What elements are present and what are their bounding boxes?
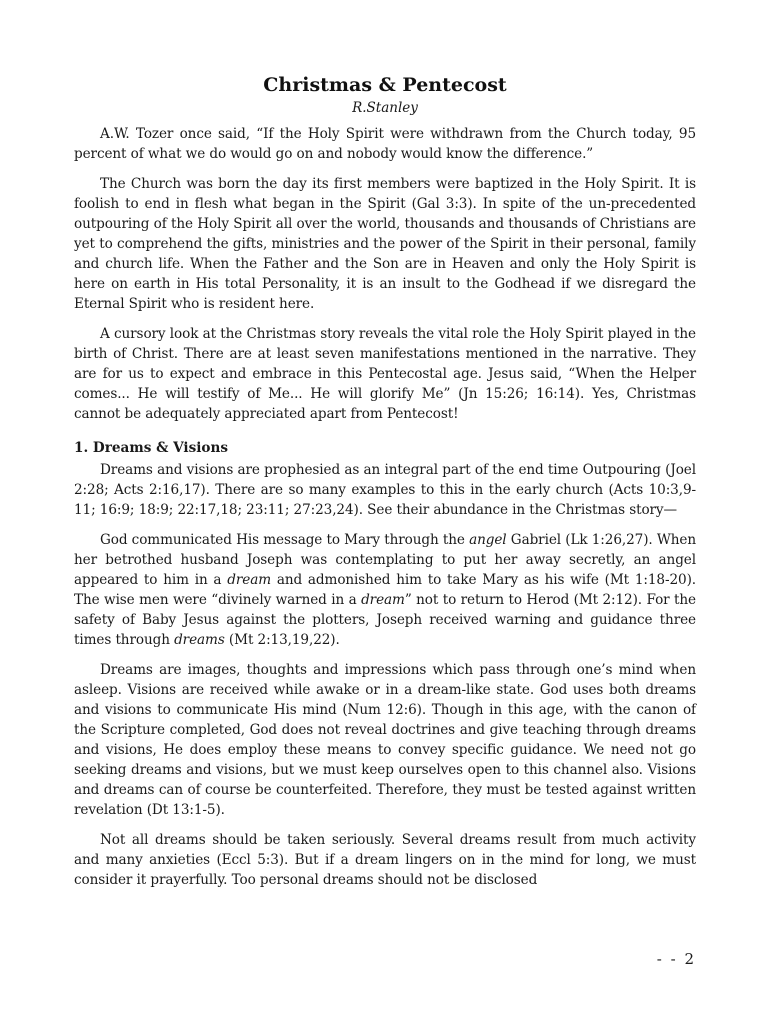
- intro-paragraph-2: The Church was born the day its first members were baptized in the Holy Spirit. It is foolish to end in flesh what began in the Spirit (Gal 3:3). In spite of the un-precedented outpouring of the Holy Spirit all over the world, thousands and thousands of Christians are yet to comprehend the gifts, ministries and the power of the Spirit in their personal, family and church life. When the Father and the Son are in Heaven and only the Holy Spirit is here on earth in His total Personality, it is an insult to the Godhead if we disregard the Eternal Spirit who is resident here.: [74, 176, 696, 312]
- section1-paragraph-4: Not all dreams should be taken seriously. Several dreams result from much activity and many anxieties (Eccl 5:3). But if a dream lingers on in the mind for long, we must consider it prayerfully. Too personal dreams should not be disclosed: [74, 832, 696, 888]
- intro-paragraph-3: A cursory look at the Christmas story reveals the vital role the Holy Spirit played in the birth of Christ. There are at least seven manifestations mentioned in the narrative. They are for us to expect and embrace in this Pentecostal age. Jesus said, “When the Helper comes... He will testify of Me... He will glorify Me” (Jn 15:26; 16:14). Yes, Christmas cannot be adequately appreciated apart from Pentecost!: [74, 326, 696, 422]
- emphasis-dream: dream: [361, 592, 405, 608]
- emphasis-angel: angel: [469, 532, 507, 548]
- intro-paragraph-1: A.W. Tozer once said, “If the Holy Spirit were withdrawn from the Church today, 95 percent of what we do would go on and nobody would know the difference.”: [74, 126, 696, 162]
- section-heading-dreams-visions: 1. Dreams & Visions: [74, 440, 228, 456]
- section1-paragraph-1: Dreams and visions are prophesied as an integral part of the end time Outpouring (Joel 2:28; Acts 2:16,17). There are so many examples to this in the early church (Acts 10:3,9-11; 16:9; 18:9; 22:17,18; 23:11; 27:23,24). See their abundance in the Christmas story—: [74, 462, 696, 518]
- section1-paragraph-2: [74, 530, 696, 650]
- text-run: Gabriel (Lk 1:26,27). When her betrothed husband Joseph was contemplating to put her away secretly, an angel appeared to him in a: [74, 532, 696, 588]
- page-title: Christmas & Pentecost: [263, 74, 507, 96]
- emphasis-dreams: dreams: [174, 632, 225, 648]
- page-number: - - 2: [656, 950, 696, 968]
- text-run: ” not to return to Herod (Mt 2:12). For the safety of Baby Jesus against the plotters, Joseph received warning and guidance three times through: [74, 592, 696, 648]
- author-name: R.Stanley: [352, 100, 418, 116]
- text-run: God communicated His message to Mary through the: [100, 532, 470, 548]
- section1-paragraph-3: Dreams are images, thoughts and impressions which pass through one’s mind when asleep. Visions are received while awake or in a dream-like state. God uses both dreams and visions to communicate His mind (Num 12:6). Though in this age, with the canon of the Scripture completed, God does not reveal doctrines and give teaching through dreams and visions, He does employ these means to convey specific guidance. We need not go seeking dreams and visions, but we must keep ourselves open to this channel also. Visions and dreams can of course be counterfeited. Therefore, they must be tested against written revelation (Dt 13:1-5).: [74, 662, 696, 818]
- text-run: (Mt 2:13,19,22).: [224, 632, 340, 648]
- document-page: [74, 72, 696, 900]
- emphasis-dream: dream: [227, 572, 272, 588]
- text-run: and admonished him to take Mary as his wife (Mt 1:18-20). The wise men were “divinely warned in a: [74, 572, 697, 608]
